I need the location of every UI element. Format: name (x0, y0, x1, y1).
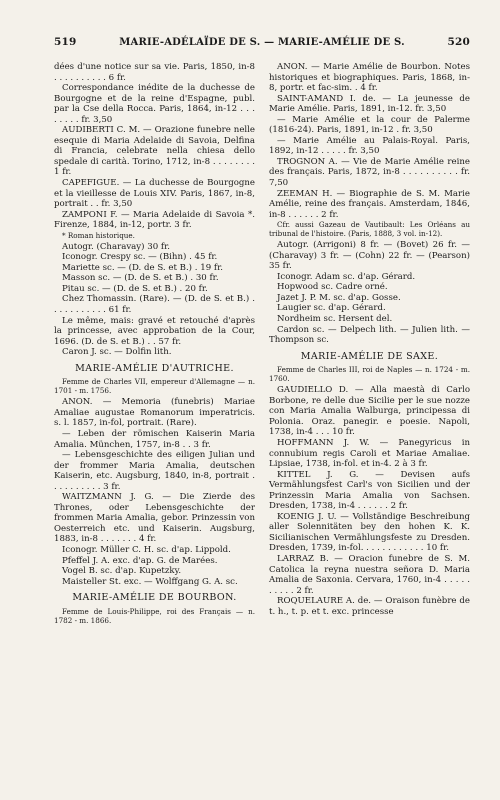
bibliography-entry: — Lebensgeschichte des eiligen Julian und der frommer Maria Amalia, deutschen Kaiserin, etc. Augsburg, 1840, in-8, portrait . . . . . . . . . . 3 fr. (54, 450, 255, 492)
bibliography-entry: ZEEMAN H. — Biographie de S. M. Marie Amélie, reine des français. Amsterdam, 1846, in-8 . . . . . . 2 fr. (269, 188, 470, 220)
bibliography-entry: — Marie Amélie et la cour de Palerme (1816-24). Paris, 1891, in-12 . fr. 3,50 (269, 114, 470, 136)
bibliography-entry: Iconogr. Crespy sc. — (Bihn) . 45 fr. (62, 252, 218, 263)
bibliography-entry: LARRAZ B. — Oracion funebre de S. M. Catolica la reyna nuestra señora D. Maria Amalia de Saxonia. Cervara, 1760, in-4 . . . . . . . . . . 2 fr. (269, 553, 470, 596)
bibliography-entry: CAPEFIGUE. — La duchesse de Bourgogne et la vieillesse de Louis XIV. Paris, 1867, in-8, portrait . . fr. 3,50 (54, 178, 255, 210)
bibliography-entry: Caron J. sc. — Dolfin lith. (62, 347, 172, 358)
bibliography-entry: GAUDIELLO D. — Alla maestà di Carlo Borbone, re delle due Sicilie per le sue nozze con Maria Amalia Walburga, principessa di Polonia. Oraz. panegir. e poesie. Napoli, 1738, in-4 . . . 10 fr. (269, 385, 470, 438)
section-heading: MARIE-AMÉLIE D'AUTRICHE. (75, 362, 234, 374)
bibliography-entry: Correspondance inédite de la duchesse de Bourgogne et de la reine d'Espagne, publ. par la Cse della Rocca. Paris, 1864, in-12 . . . . . . . . fr. 3,50 (54, 83, 255, 125)
bibliography-entry: WAITZMANN J. G. — Die Zierde des Thrones, oder Lebensgeschichte der frommen Maria Amalia, gebor. Prinzessin von Oesterreich etc. und Kaiserin. Augsburg, 1883, in-8 . . . . . . . 4 fr. (54, 492, 255, 545)
bibliography-entry: Iconogr. Müller C. H. sc. d'ap. Lippold. (62, 544, 231, 555)
bibliography-entry: Laugier sc. d'ap. Gérard. (277, 303, 386, 314)
bibliography-entry: HOFFMANN J. W. — Panegyricus in connubium regis Caroli et Mariae Amaliae. Lipsiae, 1738, in-fol. et in-4. 2 à 3 fr. (269, 437, 470, 470)
bibliography-entry: KITTEL J. G. — Devisen aufs Vermählungsfest Carl's von Sicilien und der Prinzessin Maria Amalia von Sachsen. Dresden, 1738, in-4 . . . . . . 2 fr. (269, 469, 470, 512)
page-header (54, 36, 470, 48)
bibliography-entry: Chez Thomassin. (Rare). — (D. de S. et B.) . . . . . . . . . . . 61 fr. (54, 294, 255, 316)
bibliography-entry: Maisteller St. exc. — Wolffgang G. A. sc. (62, 576, 238, 587)
bibliography-entry: Hopwood sc. Cadre orné. (277, 282, 388, 293)
bibliography-entry: dées d'une notice sur sa vie. Paris, 1850, in-8 . . . . . . . . . . 6 fr. (54, 62, 255, 83)
bibliography-entry: Le même, mais: gravé et retouché d'après la princesse, avec approbation de la Cour, 1696. (D. de S. et B.) . . 57 fr. (54, 315, 255, 347)
two-column-body (54, 62, 470, 627)
running-title: MARIE-ADÉLAÏDE DE S. — MARIE-AMÉLIE DE S. (119, 37, 405, 48)
bibliography-entry: KOENIG J. U. — Vollständige Beschreibung aller Solennitäten bey den hohen K. K. Sicilianischen Vermählungsfeste zu Dresden. Dresden, 1739, in-fol. . . . . . . . . . . . 10 fr. (269, 511, 470, 554)
note: Femme de Charles III, roi de Naples — n. 1724 - m. 1760. (269, 365, 470, 384)
bibliography-entry: ZAMPONI F. — Maria Adelaide di Savoia *. Firenze, 1884, in-12, portr. 3 fr. (54, 209, 255, 231)
bibliography-entry: Mariette sc. — (D. de S. et B.) . 19 fr. (62, 262, 223, 273)
bibliography-entry: — Marie Amélie au Palais-Royal. Paris, 1892, in-12 . . . . . fr. 3,50 (269, 135, 470, 157)
bibliography-entry: Nordheim sc. Hersent del. (277, 314, 393, 325)
bibliography-entry: — Leben der römischen Kaiserin Maria Amalia. München, 1757, in-8 . . 3 fr. (54, 428, 255, 450)
bibliography-entry: TROGNON A. — Vie de Marie Amélie reine des français. Paris, 1872, in-8 . . . . . . . . . . fr. 7,50 (269, 156, 470, 189)
note: Femme de Louis-Philippe, roi des Français — n. 1782 - m. 1866. (54, 606, 255, 625)
right-column (269, 62, 470, 627)
note: * Roman historique. (62, 230, 135, 240)
bibliography-entry: Autogr. (Arrigoni) 8 fr. — (Bovet) 26 fr. — (Charavay) 3 fr. — (Cohn) 22 fr. — (Pearson) 35 fr. (269, 240, 470, 272)
bibliography-entry: ANON. — Memoria (funebris) Mariae Amaliae augustae Romanorum imperatricis. s. l. 1857, in-fol, portrait. (Rare). (54, 397, 255, 429)
bibliography-entry: Pitau sc. — (D. de S. et B.) . 20 fr. (62, 283, 208, 294)
bibliography-entry: Jazet J. P. M. sc. d'ap. Gosse. (277, 292, 401, 303)
section-heading: MARIE-AMÉLIE DE BOURBON. (72, 592, 237, 604)
bibliography-entry: Iconogr. Adam sc. d'ap. Gérard. (277, 271, 416, 282)
note: Cfr. aussi Gazeau de Vautibault: Les Orléans au tribunal de l'histoire. (Paris, 1888, 3 vol. in-12). (269, 220, 470, 239)
bibliography-entry: AUDIBERTI C. M. — Orazione funebre nelle esequie di Maria Adelaide di Savoia, Delfina di Francia, celebrate nella chiesa dello spedale di carità. Torino, 1712, in-8 . . . . . . . . 1 fr. (54, 125, 255, 178)
bibliography-entry: Pfeffel J. A. exc. d'ap. G. de Marées. (62, 555, 218, 566)
bibliography-entry: ROQUELAURE A. de. — Oraison funèbre de t. h., t. p. et t. exc. princesse (269, 596, 470, 617)
left-page-number: 519 (54, 36, 77, 48)
bibliography-entry: Autogr. (Charavay) 30 fr. (62, 241, 170, 252)
right-page-number: 520 (447, 36, 470, 48)
note: Femme de Charles VII, empereur d'Allemagne — n. 1701 - m. 1756. (54, 377, 255, 396)
left-column (54, 62, 255, 627)
bibliography-entry: Cardon sc. — Delpech lith. — Julien lith. — Thompson sc. (269, 324, 470, 346)
bibliography-entry: ANON. — Marie Amélie de Bourbon. Notes historiques et biographiques. Paris, 1868, in-8, portr. et fac-sim. . 4 fr. (269, 62, 470, 94)
bibliography-entry: SAINT-AMAND I. de. — La jeunesse de Marie Amélie. Paris, 1891, in-12. fr. 3,50 (269, 93, 470, 115)
bibliography-entry: Vogel B. sc. d'ap. Kupetzky. (62, 566, 182, 577)
bibliography-entry: Masson sc. — (D. de S. et B.) . 30 fr. (62, 273, 219, 284)
section-heading: MARIE-AMÉLIE DE SAXE. (300, 350, 439, 362)
